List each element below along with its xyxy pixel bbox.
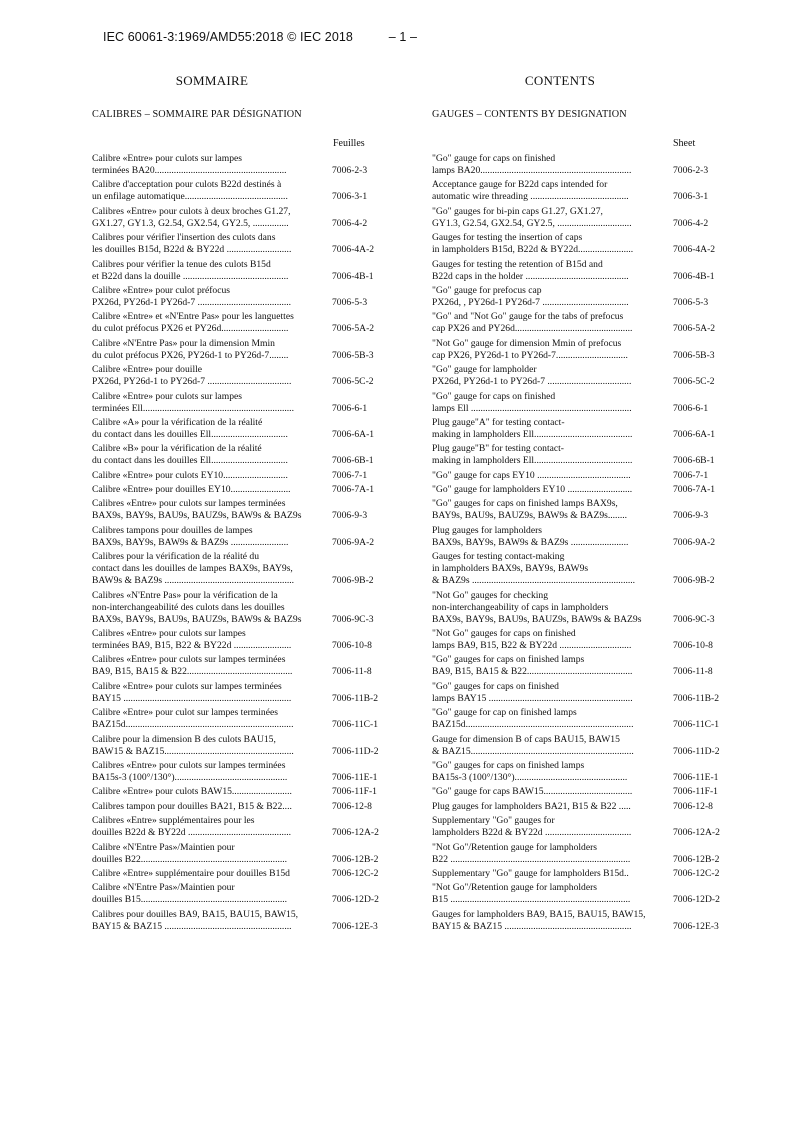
list-item bbox=[92, 179, 388, 203]
entry-sheet-number: 7006-12C-2 bbox=[332, 867, 379, 879]
entry-designation: Calibre «N'Entre Pas» pour la dimension Mmin du culot préfocus PX26, PY26d-1 to PY26d-7........ bbox=[92, 337, 289, 361]
english-ref-heading: Sheet bbox=[673, 138, 696, 149]
entry-sheet-number: 7006-9B-2 bbox=[332, 575, 374, 587]
list-item bbox=[92, 801, 388, 813]
entry-designation: Plug gauges for lampholders BAX9s, BAY9s, BAW9s & BAZ9s ........................ bbox=[432, 524, 629, 548]
entry-sheet-number: 7006-5-3 bbox=[673, 296, 709, 308]
entry-sheet-number: 7006-5A-2 bbox=[332, 323, 375, 335]
list-item bbox=[92, 654, 388, 678]
entry-sheet-number: 7006-11C-1 bbox=[673, 719, 720, 731]
list-item bbox=[432, 232, 728, 256]
entry-designation: Calibres «Entre» pour culots sur lampes terminées BAX9s, BAY9s, BAU9s, BAUZ9s, BAW9s & BAZ9s bbox=[92, 498, 302, 522]
entry-designation: Calibres «Entre» pour culots sur lampes terminées BA9, B15, BA15 & B22............................................ bbox=[92, 654, 293, 678]
list-item bbox=[92, 551, 388, 587]
entry-sheet-number: 7006-4B-1 bbox=[332, 270, 374, 282]
list-item bbox=[432, 443, 728, 467]
list-item bbox=[92, 681, 388, 705]
entry-sheet-number: 7006-11D-2 bbox=[673, 745, 720, 757]
entry-sheet-number: 7006-9-3 bbox=[332, 510, 368, 522]
entry-sheet-number: 7006-10-8 bbox=[673, 640, 713, 652]
list-item bbox=[432, 590, 728, 626]
entry-designation: "Go" gauges for caps on finished lamps BAY15 ............................................................ bbox=[432, 680, 633, 704]
entry-designation: Supplementary "Go" gauges for lampholders B22d & BY22d .................................... bbox=[432, 815, 632, 839]
entry-designation: "Not Go" gauges for caps on finished lamps BA9, B15, B22 & BY22d .............................. bbox=[432, 628, 632, 652]
list-item bbox=[432, 681, 728, 705]
entry-designation: Calibre «A» pour la vérification de la réalité du contact dans les douilles Ell................................ bbox=[92, 416, 288, 440]
entry-designation: Calibre «Entre» pour culots EY10........................... bbox=[92, 469, 288, 481]
entry-sheet-number: 7006-5A-2 bbox=[673, 323, 716, 335]
entry-sheet-number: 7006-5-3 bbox=[332, 296, 368, 308]
entry-designation: "Go" gauge for prefocus cap PX26d, , PY26d-1 PY26d-7 .................................... bbox=[432, 284, 629, 308]
entry-sheet-number: 7006-11E-1 bbox=[673, 771, 719, 783]
entry-sheet-number: 7006-7-1 bbox=[673, 469, 709, 481]
entry-sheet-number: 7006-2-3 bbox=[332, 165, 368, 176]
list-item bbox=[432, 338, 728, 362]
list-item bbox=[92, 882, 388, 906]
entry-sheet-number: 7006-12-8 bbox=[673, 800, 713, 812]
list-item bbox=[432, 153, 728, 177]
entry-designation: Calibres «Entre» pour culots sur lampes terminées BA15s-3 (100°/130°)............................................... bbox=[92, 759, 288, 783]
entry-sheet-number: 7006-3-1 bbox=[332, 191, 368, 203]
list-item bbox=[432, 259, 728, 283]
list-item bbox=[92, 153, 388, 177]
entry-designation: Gauges for lampholders BA9, BA15, BAU15, BAW15, BAY15 & BAZ15 ..................................................... bbox=[432, 908, 646, 932]
list-item bbox=[432, 628, 728, 652]
list-item bbox=[432, 815, 728, 839]
list-item bbox=[432, 311, 728, 335]
page-header: IEC 60061-3:1969/AMD55:2018 © IEC 2018 – 1 – bbox=[103, 30, 418, 44]
list-item bbox=[432, 179, 728, 203]
entry-designation: "Go" gauge for caps on finished lamps Ell ................................................................... bbox=[432, 390, 632, 414]
list-item bbox=[432, 801, 728, 813]
entry-sheet-number: 7006-3-1 bbox=[673, 191, 709, 203]
entry-sheet-number: 7006-7-1 bbox=[332, 469, 368, 481]
entry-sheet-number: 7006-6B-1 bbox=[673, 455, 715, 467]
entry-designation: Calibre «Entre» pour douilles EY10......................... bbox=[92, 484, 291, 496]
entry-sheet-number: 7006-5B-3 bbox=[673, 349, 715, 361]
entry-sheet-number: 7006-9C-3 bbox=[673, 613, 715, 625]
list-item bbox=[432, 882, 728, 906]
entry-designation: Calibre «Entre» pour culots sur lampes terminées BAY15 ...................................................................... bbox=[92, 680, 292, 704]
entry-sheet-number: 7006-11-8 bbox=[332, 666, 372, 678]
list-item bbox=[92, 498, 388, 522]
english-title: CONTENTS bbox=[524, 73, 596, 88]
entry-sheet-number: 7006-5C-2 bbox=[673, 376, 715, 388]
list-item bbox=[432, 417, 728, 441]
entry-sheet-number: 7006-11C-1 bbox=[332, 719, 379, 731]
entry-designation: "Go" gauge for lampholder PX26d, PY26d-1 to PY26d-7 ................................... bbox=[432, 364, 632, 388]
entry-designation: Calibre «Entre» supplémentaire pour douilles B15d bbox=[92, 867, 290, 879]
entry-sheet-number: 7006-7A-1 bbox=[332, 484, 375, 496]
list-item bbox=[432, 525, 728, 549]
entry-sheet-number: 7006-11D-2 bbox=[332, 745, 379, 757]
entry-designation: Acceptance gauge for B22d caps intended for automatic wire threading ......................................... bbox=[432, 179, 629, 203]
english-entry-list bbox=[432, 153, 728, 935]
french-entry-list bbox=[92, 153, 388, 935]
entry-sheet-number: 7006-5C-2 bbox=[332, 376, 374, 388]
entry-sheet-number: 7006-4-2 bbox=[332, 217, 368, 229]
list-item bbox=[432, 484, 728, 496]
entry-designation: "Go" gauge for lampholders EY10 ........................... bbox=[432, 484, 633, 496]
entry-sheet-number: 7006-2-3 bbox=[673, 165, 709, 176]
entry-designation: Calibres «N'Entre Pas» pour la vérification de la non-interchangeabilité des culots dans les douilles BAX9s, BAY9s, BAU9s, BAUZ9s, BAW9s & BAZ9s bbox=[92, 589, 302, 625]
entry-sheet-number: 7006-11B-2 bbox=[673, 692, 720, 704]
entry-sheet-number: 7006-7A-1 bbox=[673, 484, 716, 496]
list-item bbox=[92, 417, 388, 441]
list-item bbox=[92, 707, 388, 731]
entry-designation: "Not Go" gauges for checking non-interchangeability of caps in lampholders BAX9s, BAY9s, BAU9s, BAUZ9s, BAW9s & BAZ9s bbox=[432, 589, 642, 625]
entry-sheet-number: 7006-12A-2 bbox=[673, 827, 720, 839]
list-item bbox=[92, 232, 388, 256]
entry-designation: Calibre «N'Entre Pas»/Maintien pour douilles B15............................................................. bbox=[92, 882, 288, 906]
list-item bbox=[92, 391, 388, 415]
entry-designation: "Go" gauge for caps EY10 ....................................... bbox=[432, 469, 631, 481]
entry-designation: Calibre pour la dimension B des culots BAU15, BAW15 & BAZ15...................................................... bbox=[92, 733, 294, 757]
entry-designation: Plug gauge"A" for testing contact- making in lampholders Ell......................................... bbox=[432, 416, 633, 440]
entry-sheet-number: 7006-12A-2 bbox=[332, 827, 379, 839]
entry-designation: Calibres «Entre» pour culots sur lampes terminées BA9, B15, B22 & BY22d ........................ bbox=[92, 628, 292, 652]
entry-designation: Calibres pour la vérification de la réalité du contact dans les douilles de lampes BAX9s, BAY9s, BAW9s & BAZ9s ...................................................... bbox=[92, 551, 295, 587]
entry-designation: Calibre «Entre» pour culot sur lampes terminées BAZ15d...................................................................... bbox=[92, 707, 294, 731]
entry-sheet-number: 7006-12E-3 bbox=[332, 920, 378, 932]
entry-designation: Calibres «Entre» supplémentaires pour les douilles B22d & BY22d ........................................... bbox=[92, 815, 292, 839]
entry-sheet-number: 7006-12C-2 bbox=[673, 867, 720, 879]
list-item bbox=[92, 760, 388, 784]
entry-sheet-number: 7006-4A-2 bbox=[332, 244, 375, 256]
entry-designation: "Go" gauge for caps on finished lamps BA20............................................................... bbox=[432, 153, 632, 176]
entry-designation: Calibre «Entre» pour douille PX26d, PY26d-1 to PY26d-7 ................................... bbox=[92, 364, 292, 388]
entry-designation: Plug gauge"B" for testing contact- making in lampholders Ell......................................... bbox=[432, 443, 633, 467]
entry-designation: Calibre «Entre» pour culot préfocus PX26d, PY26d-1 PY26d-7 ....................................... bbox=[92, 284, 292, 308]
entry-designation: Calibre «N'Entre Pas»/Maintien pour douilles B22............................................................. bbox=[92, 841, 288, 865]
entry-sheet-number: 7006-11F-1 bbox=[332, 786, 377, 798]
list-item bbox=[432, 707, 728, 731]
entry-sheet-number: 7006-6A-1 bbox=[332, 428, 375, 440]
entry-sheet-number: 7006-11-8 bbox=[673, 666, 713, 678]
entry-designation: "Go" gauges for caps on finished lamps BA9, B15, BA15 & B22............................................ bbox=[432, 654, 633, 678]
entry-designation: Calibre «Entre» pour culots BAW15......................... bbox=[92, 786, 292, 798]
entry-designation: Calibres tampon pour douilles BA21, B15 & B22.... bbox=[92, 800, 292, 812]
entry-sheet-number: 7006-9C-3 bbox=[332, 613, 374, 625]
entry-designation: "Go" gauge for cap on finished lamps BAZ15d...................................................................... bbox=[432, 707, 634, 731]
list-item bbox=[92, 815, 388, 839]
list-item bbox=[432, 760, 728, 784]
list-item bbox=[432, 734, 728, 758]
entry-designation: Calibre «Entre» et «N'Entre Pas» pour les languettes du culot préfocus PX26 et PY26d............................ bbox=[92, 311, 294, 335]
list-item bbox=[92, 206, 388, 230]
entry-designation: "Not Go"/Retention gauge for lampholders B15 ........................................................................... bbox=[432, 882, 631, 906]
list-item bbox=[432, 551, 728, 587]
list-item bbox=[432, 206, 728, 230]
entry-sheet-number: 7006-6A-1 bbox=[673, 428, 716, 440]
list-item bbox=[92, 259, 388, 283]
list-item bbox=[432, 868, 728, 880]
entry-sheet-number: 7006-10-8 bbox=[332, 640, 372, 652]
list-item bbox=[92, 285, 388, 309]
entry-sheet-number: 7006-9A-2 bbox=[332, 536, 375, 548]
list-item bbox=[432, 470, 728, 482]
entry-sheet-number: 7006-4A-2 bbox=[673, 244, 716, 256]
entry-sheet-number: 7006-6-1 bbox=[332, 402, 368, 414]
entry-designation: Calibres pour vérifier la tenue des culots B15d et B22d dans la douille ............................................ bbox=[92, 258, 289, 282]
list-item bbox=[92, 338, 388, 362]
entry-designation: Supplementary "Go" gauge for lampholders B15d.. bbox=[432, 867, 629, 879]
entry-designation: Calibre «B» pour la vérification de la réalité du contact dans les douilles Ell................................ bbox=[92, 443, 288, 467]
list-item bbox=[92, 311, 388, 335]
entry-designation: "Not Go" gauge for dimension Mmin of prefocus cap PX26, PY26d-1 to PY26d-7.............................. bbox=[432, 337, 628, 361]
entry-sheet-number: 7006-11F-1 bbox=[673, 786, 718, 798]
list-item bbox=[92, 868, 388, 880]
list-item bbox=[92, 525, 388, 549]
french-subtitle: CALIBRES – SOMMAIRE PAR DÉSIGNATION bbox=[92, 109, 302, 120]
entry-designation: Calibres pour vérifier l'insertion des culots dans les douilles B15d, B22d & BY22d ........................... bbox=[92, 232, 292, 256]
list-item bbox=[92, 628, 388, 652]
entry-sheet-number: 7006-9-3 bbox=[673, 510, 709, 522]
list-item bbox=[92, 590, 388, 626]
entry-sheet-number: 7006-4-2 bbox=[673, 217, 709, 229]
entry-sheet-number: 7006-6-1 bbox=[673, 402, 709, 414]
list-item bbox=[92, 786, 388, 798]
entry-designation: Plug gauges for lampholders BA21, B15 & B22 ..... bbox=[432, 800, 631, 812]
entry-sheet-number: 7006-12D-2 bbox=[673, 894, 720, 906]
entry-designation: "Go" gauges for caps on finished lamps BAX9s, BAY9s, BAU9s, BAUZ9s, BAW9s & BAZ9s........ bbox=[432, 498, 628, 522]
entry-sheet-number: 7006-9A-2 bbox=[673, 536, 716, 548]
entry-sheet-number: 7006-9B-2 bbox=[673, 575, 715, 587]
list-item bbox=[92, 842, 388, 866]
list-item bbox=[92, 364, 388, 388]
entry-sheet-number: 7006-12B-2 bbox=[673, 853, 720, 865]
list-item bbox=[432, 786, 728, 798]
entry-sheet-number: 7006-6B-1 bbox=[332, 455, 374, 467]
list-item bbox=[92, 484, 388, 496]
list-item bbox=[92, 443, 388, 467]
entry-designation: "Go" and "Not Go" gauge for the tabs of prefocus cap PX26 and PY26d................................................. bbox=[432, 311, 633, 335]
entry-sheet-number: 7006-12B-2 bbox=[332, 853, 379, 865]
entry-designation: Calibres tampons pour douilles de lampes BAX9s, BAY9s, BAW9s & BAZ9s ........................ bbox=[92, 524, 289, 548]
french-title: SOMMAIRE bbox=[175, 73, 249, 88]
list-item bbox=[432, 498, 728, 522]
entry-designation: Gauge for dimension B of caps BAU15, BAW15 & BAZ15.................................................................... bbox=[432, 733, 634, 757]
french-ref-heading: Feuilles bbox=[333, 138, 365, 149]
list-item bbox=[432, 391, 728, 415]
entry-designation: Gauges for testing the retention of B15d and B22d caps in the holder ........................................... bbox=[432, 258, 629, 282]
list-item bbox=[432, 909, 728, 933]
entry-designation: "Go" gauges for caps on finished lamps BA15s-3 (100°/130°)............................................... bbox=[432, 759, 628, 783]
entry-designation: "Not Go"/Retention gauge for lampholders B22 ........................................................................... bbox=[432, 841, 631, 865]
list-item bbox=[432, 364, 728, 388]
entry-designation: Gauges for testing contact-making in lampholders BAX9s, BAY9s, BAW9s & BAZ9s .................................................................... bbox=[432, 551, 636, 587]
entry-designation: Calibre «Entre» pour culots sur lampes terminées Ell............................................................... bbox=[92, 390, 294, 414]
list-item bbox=[92, 470, 388, 482]
entry-sheet-number: 7006-5B-3 bbox=[332, 349, 374, 361]
entry-designation: Calibre «Entre» pour culots sur lampes terminées BA20....................................................... bbox=[92, 153, 287, 176]
entry-designation: Gauges for testing the insertion of caps in lampholders B15d, B22d & BY22d....................... bbox=[432, 232, 634, 256]
list-item bbox=[432, 654, 728, 678]
entry-designation: Calibre d'acceptation pour culots B22d destinés à un enfilage automatique........................................... bbox=[92, 179, 288, 203]
entry-sheet-number: 7006-11E-1 bbox=[332, 771, 378, 783]
list-item bbox=[432, 842, 728, 866]
entry-sheet-number: 7006-12E-3 bbox=[673, 920, 719, 932]
english-subtitle: GAUGES – CONTENTS BY DESIGNATION bbox=[432, 109, 627, 120]
entry-sheet-number: 7006-12D-2 bbox=[332, 894, 379, 906]
entry-sheet-number: 7006-12-8 bbox=[332, 800, 372, 812]
entry-designation: Calibres pour douilles BA9, BA15, BAU15, BAW15, BAY15 & BAZ15 ..................................................... bbox=[92, 908, 299, 932]
list-item bbox=[92, 734, 388, 758]
entry-sheet-number: 7006-4B-1 bbox=[673, 270, 715, 282]
list-item bbox=[92, 909, 388, 933]
list-item bbox=[432, 285, 728, 309]
entry-designation: Calibres «Entre» pour culots à deux broches G1.27, GX1.27, GY1.3, G2.54, GX2.54, GY2.5, ............... bbox=[92, 205, 291, 229]
entry-designation: "Go" gauges for bi-pin caps G1.27, GX1.27, GY1.3, G2.54, GX2.54, GY2.5, ............................... bbox=[432, 205, 632, 229]
entry-designation: "Go" gauge for caps BAW15..................................... bbox=[432, 786, 633, 798]
entry-sheet-number: 7006-11B-2 bbox=[332, 692, 379, 704]
